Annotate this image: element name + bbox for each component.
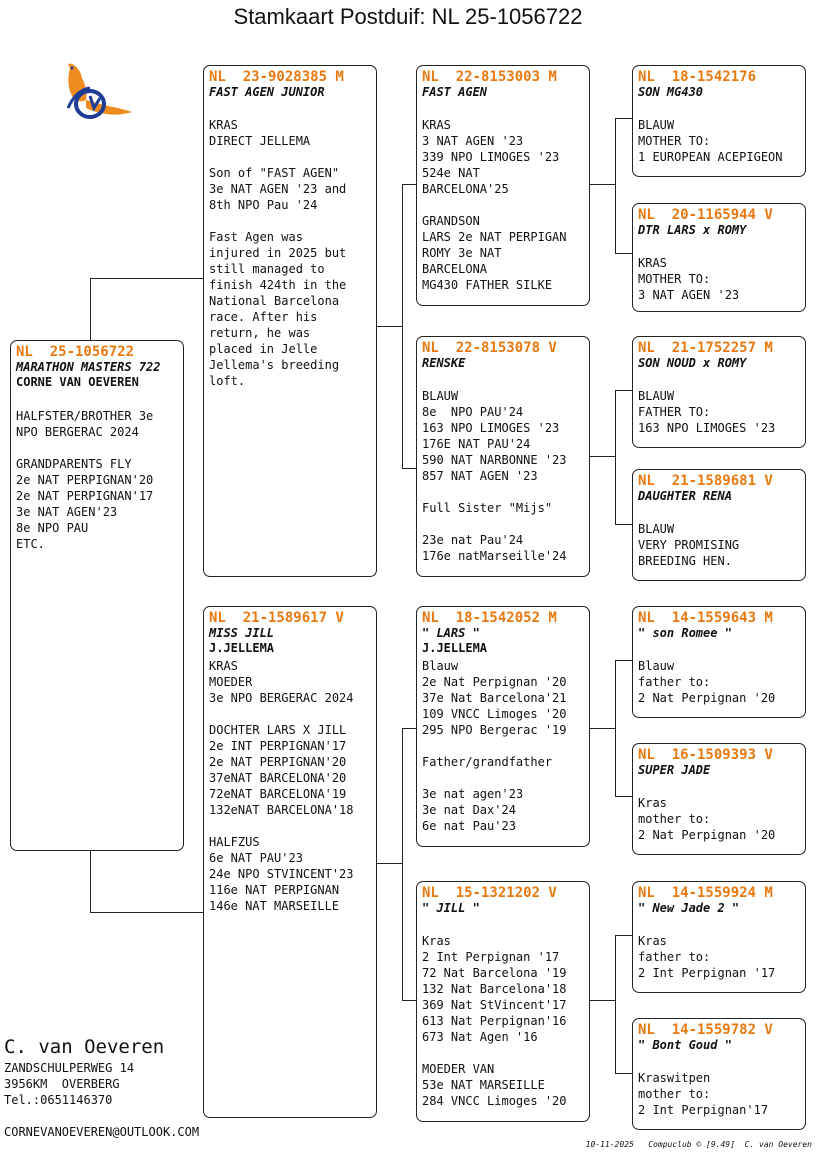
- connector: [589, 184, 615, 185]
- great-grandparent-card[interactable]: [632, 1018, 806, 1130]
- pigeon-name: " son Romee ": [638, 626, 732, 640]
- connector: [402, 184, 417, 185]
- pigeon-owner: J.JELLEMA: [422, 641, 488, 655]
- paternal-grandfather-card[interactable]: [416, 65, 590, 306]
- great-grandparent-card[interactable]: [632, 881, 806, 993]
- connector: [402, 728, 403, 1000]
- breeder-address: ZANDSCHULPERWEG 14 3956KM OVERBERG Tel.:0651146370: [4, 1061, 135, 1107]
- connector: [615, 253, 633, 254]
- father-card[interactable]: [203, 65, 377, 577]
- pigeon-owner: J.JELLEMA: [209, 641, 275, 655]
- connector: [615, 660, 633, 661]
- pigeon-name: FAST AGEN JUNIOR: [209, 85, 325, 99]
- ring-number: NL 23-9028385 M: [209, 69, 344, 85]
- connector: [615, 118, 616, 253]
- ring-number: NL 21-1589617 V: [209, 610, 344, 626]
- pigeon-notes: Kraswitpen mother to: 2 Int Perpignan'17: [638, 1071, 769, 1117]
- ring-number: NL 21-1752257 M: [638, 340, 773, 356]
- pigeon-name: " LARS ": [422, 626, 480, 640]
- connector: [615, 1073, 633, 1074]
- pigeon-notes: BLAUW MOTHER TO: 1 EUROPEAN ACEPIGEON: [638, 118, 783, 164]
- ring-number: NL 18-1542052 M: [422, 610, 557, 626]
- great-grandparent-card[interactable]: [632, 606, 806, 718]
- page-title: Stamkaart Postduif: NL 25-1056722: [233, 4, 583, 29]
- pigeon-logo-icon: [60, 60, 140, 125]
- ring-number: NL 21-1589681 V: [638, 473, 773, 489]
- connector: [376, 326, 402, 327]
- pigeon-notes: BLAUW FATHER TO: 163 NPO LIMOGES '23: [638, 389, 776, 435]
- pigeon-name: DTR LARS x ROMY: [638, 223, 747, 237]
- ring-number: NL 15-1321202 V: [422, 885, 557, 901]
- connector: [615, 796, 633, 797]
- maternal-grandmother-card[interactable]: [416, 881, 590, 1122]
- pigeon-name: RENSKE: [422, 356, 466, 370]
- great-grandparent-card[interactable]: [632, 469, 806, 581]
- ring-number: NL 22-8153078 V: [422, 340, 557, 356]
- pigeon-notes: BLAUW VERY PROMISING BREEDING HEN.: [638, 522, 740, 568]
- pigeon-name: SON MG430: [638, 85, 704, 99]
- pigeon-name: " New Jade 2 ": [638, 901, 740, 915]
- pigeon-name: MARATHON MASTERS 722: [16, 360, 161, 374]
- pigeon-notes: KRAS 3 NAT AGEN '23 339 NPO LIMOGES '23 524e NAT BARCELONA'25 GRANDSON LARS 2e NAT PERPIGAN ROMY 3e NAT BARCELONA MG430 FATHER SILKE: [422, 118, 567, 292]
- breeder-email[interactable]: CORNEVANOEVEREN@OUTLOOK.COM: [4, 1125, 200, 1139]
- pigeon-name: SON NOUD x ROMY: [638, 356, 747, 370]
- connector: [90, 278, 91, 340]
- ring-number: NL 18-1542176: [638, 69, 757, 85]
- paternal-grandmother-card[interactable]: [416, 336, 590, 577]
- pigeon-notes: KRAS MOEDER 3e NPO BERGERAC 2024 DOCHTER LARS X JILL 2e INT PERPIGNAN'17 2e NAT PERPIGNAN'20 37eNAT BARCELONA'20 72eNAT BARCELONA'19 132eNAT BARCELONA'18 HALFZUS 6e NAT PAU'23 24e NPO STVINCENT'23 116e NAT PERPIGNAN 146e NAT MARSEILLE: [209, 659, 354, 913]
- connector: [589, 1000, 615, 1001]
- pigeon-notes: Blauw 2e Nat Perpignan '20 37e Nat Barcelona'21 109 VNCC Limoges '20 295 NPO Bergerac '19 Father/grandfather 3e nat agen'23 3e nat Dax'24 6e nat Pau'23: [422, 659, 567, 833]
- connector: [90, 851, 91, 912]
- great-grandparent-card[interactable]: [632, 336, 806, 448]
- great-grandparent-card[interactable]: [632, 203, 806, 312]
- ring-number: NL 14-1559782 V: [638, 1022, 773, 1038]
- pigeon-notes: HALFSTER/BROTHER 3e NPO BERGERAC 2024 GRANDPARENTS FLY 2e NAT PERPIGNAN'20 2e NAT PERPIGNAN'17 3e NAT AGEN'23 8e NPO PAU ETC.: [16, 409, 154, 551]
- pigeon-notes: Kras mother to: 2 Nat Perpignan '20: [638, 796, 776, 842]
- ring-number: NL 14-1559643 M: [638, 610, 773, 626]
- ring-number: NL 20-1165944 V: [638, 207, 773, 223]
- ring-number: NL 14-1559924 M: [638, 885, 773, 901]
- connector: [589, 728, 615, 729]
- pigeon-notes: KRAS DIRECT JELLEMA Son of "FAST AGEN" 3e NAT AGEN '23 and 8th NPO Pau '24 Fast Agen was injured in 2025 but still managed to finish 424th in the National Barcelona race. After his return, he was placed in Jelle Jellema's breeding loft.: [209, 118, 347, 388]
- pigeon-name: DAUGHTER RENA: [638, 489, 732, 503]
- pigeon-notes: Kras 2 Int Perpignan '17 72 Nat Barcelona '19 132 Nat Barcelona'18 369 Nat StVincent'17 613 Nat Perpignan'16 673 Nat Agen '16 MOEDER VAN 53e NAT MARSEILLE 284 VNCC Limoges '20: [422, 934, 567, 1108]
- connector: [615, 390, 616, 524]
- footer-credit: 10-11-2025 Compuclub © [9.49] C. van Oeveren: [585, 1140, 812, 1149]
- pigeon-notes: Blauw father to: 2 Nat Perpignan '20: [638, 659, 776, 705]
- pigeon-name: MISS JILL: [209, 626, 275, 640]
- mother-card[interactable]: [203, 606, 377, 1118]
- pigeon-name: " JILL ": [422, 901, 480, 915]
- pigeon-name: FAST AGEN: [422, 85, 488, 99]
- great-grandparent-card[interactable]: [632, 65, 806, 177]
- connector: [90, 278, 204, 279]
- ring-number: NL 22-8153003 M: [422, 69, 557, 85]
- pigeon-name: " Bont Goud ": [638, 1038, 732, 1052]
- connector: [615, 660, 616, 796]
- connector: [615, 390, 633, 391]
- pigeon-name: SUPER JADE: [638, 763, 711, 777]
- connector: [589, 456, 615, 457]
- maternal-grandfather-card[interactable]: [416, 606, 590, 847]
- connector: [402, 468, 417, 469]
- connector: [376, 863, 402, 864]
- ring-number: NL 16-1509393 V: [638, 747, 773, 763]
- pigeon-notes: Kras father to: 2 Int Perpignan '17: [638, 934, 776, 980]
- connector: [402, 728, 417, 729]
- subject-pigeon-card[interactable]: [10, 340, 184, 851]
- connector: [402, 184, 403, 468]
- pigeon-owner: CORNE VAN OEVEREN: [16, 375, 139, 389]
- connector: [615, 935, 633, 936]
- great-grandparent-card[interactable]: [632, 743, 806, 855]
- connector: [402, 1000, 417, 1001]
- connector: [90, 912, 204, 913]
- breeder-name: C. van Oeveren: [4, 1036, 165, 1058]
- connector: [615, 935, 616, 1073]
- connector: [615, 524, 633, 525]
- connector: [615, 118, 633, 119]
- pigeon-notes: BLAUW 8e NPO PAU'24 163 NPO LIMOGES '23 176E NAT PAU'24 590 NAT NARBONNE '23 857 NAT AGEN '23 Full Sister "Mijs" 23e nat Pau'24 176e natMarseille'24: [422, 389, 567, 563]
- pigeon-notes: KRAS MOTHER TO: 3 NAT AGEN '23: [638, 256, 740, 302]
- ring-number: NL 25-1056722: [16, 344, 135, 360]
